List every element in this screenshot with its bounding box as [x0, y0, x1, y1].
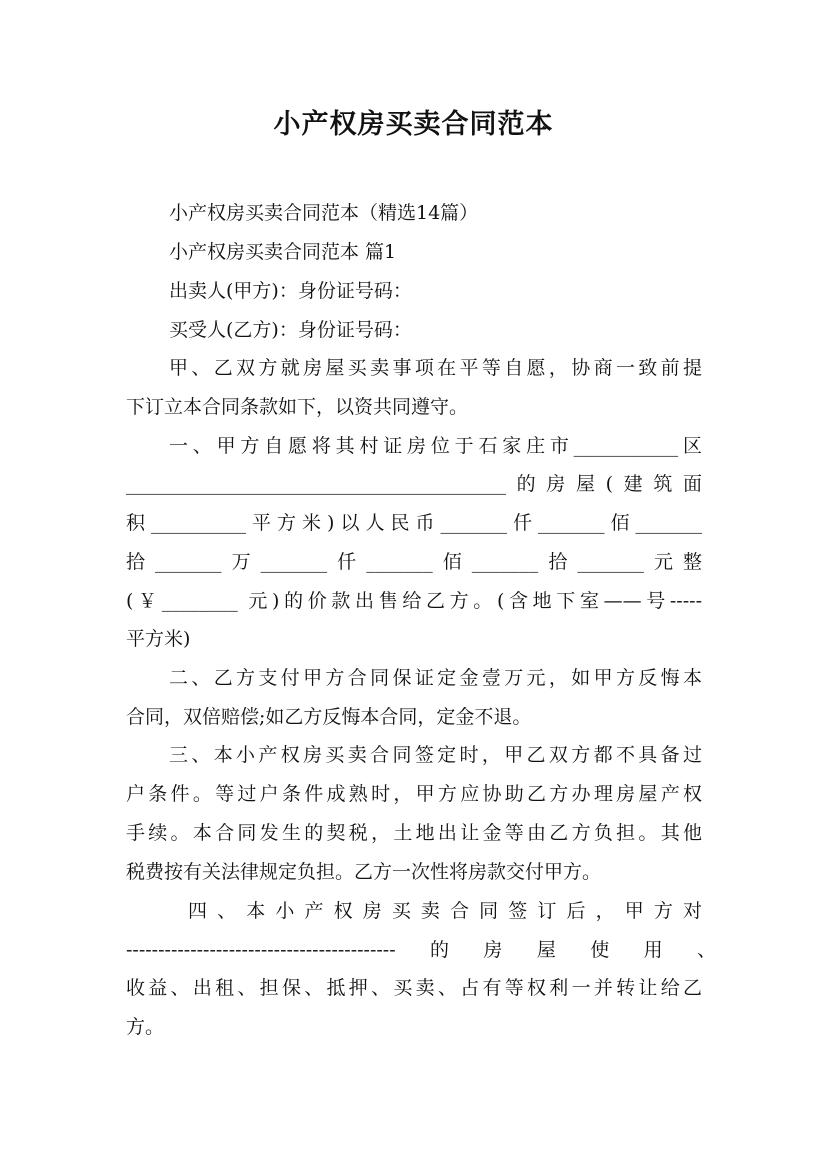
paragraph-line: 买受人(乙方)：身份证号码：	[169, 319, 412, 341]
paragraph-line: 税费按有关法律规定负担。乙方一次性将房款交付甲方。	[126, 861, 602, 883]
paragraph-line: 二、乙方支付甲方合同保证定金壹万元，如甲方反悔本	[169, 667, 702, 689]
paragraph-line: 手续。本合同发生的契税，土地出让金等由乙方负担。其他	[126, 822, 702, 844]
paragraph-line: 下订立本合同条款如下，以资共同遵守。	[126, 396, 469, 418]
paragraph-line: 三、本小产权房买卖合同签定时，甲乙双方都不具备过	[169, 744, 702, 766]
paragraph-line: 一、甲方自愿将其村证房位于石家庄市___________区	[169, 435, 702, 457]
paragraph-line: ------------------------------------------的房屋使用、	[126, 939, 716, 961]
paragraph-line: 积__________平方米)以人民币_______仟_______佰_______	[126, 512, 702, 534]
paragraph-line: 拾_______万_______仟_______佰_______拾_______元整	[126, 551, 702, 573]
paragraph-line: 平方米)	[126, 628, 191, 650]
paragraph-line: 小产权房买卖合同范本 篇1	[169, 241, 397, 263]
paragraph-line: (￥________ 元)的价款出售给乙方。(含地下室——号-----	[126, 590, 702, 612]
paragraph-line: 合同，双倍赔偿;如乙方反悔本合同，定金不退。	[126, 706, 532, 728]
paragraph-line: 四、本小产权房买卖合同签订后，甲方对	[188, 900, 702, 922]
document-title: 小产权房买卖合同范本	[273, 109, 554, 140]
paragraph-line: 收益、出租、担保、抵押、买卖、占有等权利一并转让给乙	[126, 977, 702, 999]
paragraph-line: 出卖人(甲方)：身份证号码：	[169, 280, 412, 302]
paragraph-line: 甲、乙双方就房屋买卖事项在平等自愿，协商一致前提	[169, 357, 702, 379]
paragraph-line: 小产权房买卖合同范本（精选14篇）	[169, 202, 479, 224]
paragraph-line: 方。	[126, 1016, 165, 1038]
paragraph-line: ________________________________________的房屋(建筑面	[126, 473, 702, 495]
paragraph-line: 户条件。等过户条件成熟时，甲方应协助乙方办理房屋产权	[126, 783, 702, 805]
